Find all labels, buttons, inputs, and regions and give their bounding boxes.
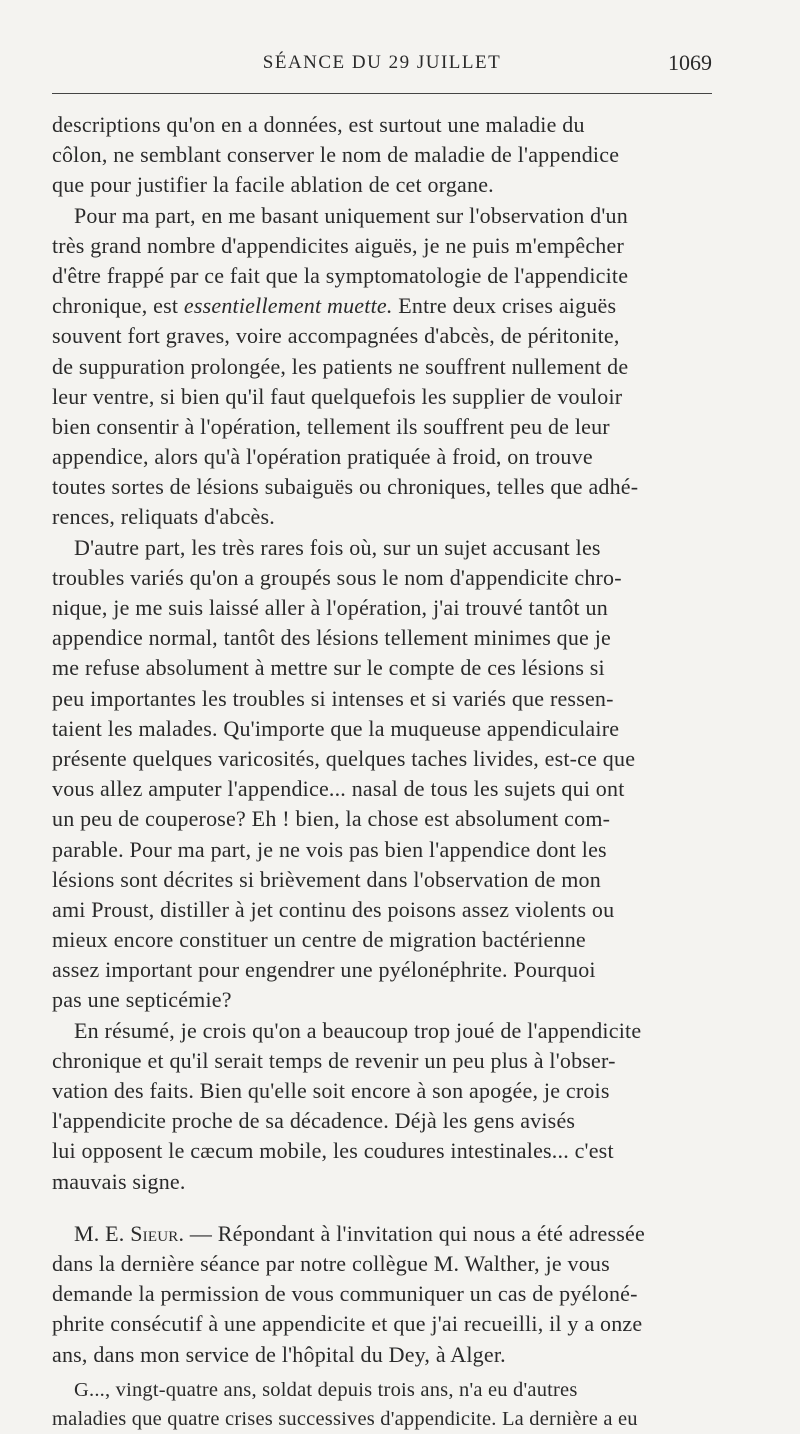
text-line: assez important pour engendrer une pyélonéphrite. Pourquoi — [52, 957, 596, 983]
text-line — [52, 291, 712, 321]
text-line: que pour justifier la facile ablation de cet organe. — [52, 172, 494, 198]
text-line: taient les malades. Qu'importe que la muqueuse appendiculaire — [52, 715, 620, 741]
text-fragment: . — Répondant à l'invitation qui nous a été adressée — [178, 1220, 645, 1246]
text-fragment: chronique, est — [52, 293, 184, 319]
text-line: pas une septicémie? — [52, 987, 232, 1013]
text-line: appendice normal, tantôt des lésions tellement minimes que je — [52, 625, 611, 651]
text-line: appendice, alors qu'à l'opération pratiquée à froid, on trouve — [52, 444, 593, 470]
speaker-name: Sieur — [130, 1220, 179, 1246]
text-line: troubles variés qu'on a groupés sous le nom d'appendicite chro- — [52, 564, 622, 590]
text-line: toutes sortes de lésions subaiguës ou chroniques, telles que adhé- — [52, 474, 639, 500]
text-line: mieux encore constituer un centre de migration bactérienne — [52, 927, 586, 953]
text-line: Pour ma part, en me basant uniquement sur l'observation d'un — [74, 202, 628, 228]
text-line: ami Proust, distiller à jet continu des poisons assez violents ou — [52, 896, 615, 922]
text-line: lésions sont décrites si brièvement dans l'observation de mon — [52, 866, 601, 892]
paragraph-2 — [52, 201, 712, 533]
text-line: un peu de couperose? Eh ! bien, la chose est absolument com- — [52, 806, 611, 832]
speaker-prefix: M. E. — [74, 1220, 131, 1246]
text-line: rences, reliquats d'abcès. — [52, 504, 275, 530]
text-line: ans, dans mon service de l'hôpital du Dey, à Alger. — [52, 1341, 506, 1367]
text-line: peu importantes les troubles si intenses et si variés que ressen- — [52, 685, 614, 711]
page-number: 1069 — [668, 50, 712, 75]
paragraph-5 — [52, 1219, 712, 1370]
text-line: maladies que quatre crises successives d'appendicite. La dernière a eu — [52, 1407, 638, 1430]
paragraph-3 — [52, 533, 712, 1016]
text-line: D'autre part, les très rares fois où, sur un sujet accusant les — [74, 534, 601, 560]
text-line: souvent fort graves, voire accompagnées d'abcès, de péritonite, — [52, 323, 620, 349]
text-line: lui opposent le cæcum mobile, les coudures intestinales... c'est — [52, 1138, 614, 1164]
header-rule — [52, 93, 712, 94]
body-text — [52, 110, 712, 1434]
text-line: me refuse absolument à mettre sur le compte de ces lésions si — [52, 655, 605, 681]
section-gap — [52, 1197, 712, 1219]
text-line: leur ventre, si bien qu'il faut quelquefois les supplier de vouloir — [52, 383, 623, 409]
text-fragment: Entre deux crises aiguës — [392, 293, 617, 319]
page-header — [52, 48, 712, 88]
text-line: l'appendicite proche de sa décadence. Déjà les gens avisés — [52, 1108, 576, 1134]
text-line — [52, 1219, 712, 1249]
text-line: descriptions qu'on en a données, est surtout une maladie du — [52, 112, 585, 137]
text-line: mauvais signe. — [52, 1168, 186, 1194]
text-line: vous allez amputer l'appendice... nasal de tous les sujets qui ont — [52, 776, 625, 802]
text-line: demande la permission de vous communiquer un cas de pyéloné- — [52, 1281, 638, 1307]
running-title: SÉANCE DU 29 JUILLET — [262, 52, 502, 73]
text-line: parable. Pour ma part, je ne vois pas bien l'appendice dont les — [52, 836, 607, 862]
text-line: G..., vingt-quatre ans, soldat depuis trois ans, n'a eu d'autres — [74, 1378, 578, 1401]
text-line: côlon, ne semblant conserver le nom de maladie de l'appendice — [52, 142, 620, 168]
text-line: dans la dernière séance par notre collègue M. Walther, je vous — [52, 1250, 610, 1276]
text-line: d'être frappé par ce fait que la symptomatologie de l'appendicite — [52, 262, 629, 288]
text-line: nique, je me suis laissé aller à l'opération, j'ai trouvé tantôt un — [52, 595, 608, 620]
text-line: vation des faits. Bien qu'elle soit encore à son apogée, je crois — [52, 1078, 610, 1103]
text-line: phrite consécutif à une appendicite et que j'ai recueilli, il y a onze — [52, 1311, 643, 1337]
paragraph-6 — [52, 1376, 712, 1434]
paragraph-4 — [52, 1016, 712, 1197]
text-line: chronique et qu'il serait temps de revenir un peu plus à l'obser- — [52, 1047, 616, 1073]
text-line: de suppuration prolongée, les patients ne souffrent nullement de — [52, 353, 629, 379]
emphasis-text: essentiellement muette. — [183, 293, 393, 319]
text-line: En résumé, je crois qu'on a beaucoup trop joué de l'appendicite — [74, 1017, 642, 1043]
paragraph-1 — [52, 110, 712, 201]
text-line: bien consentir à l'opération, tellement ils souffrent peu de leur — [52, 413, 610, 439]
text-line: très grand nombre d'appendicites aiguës, je ne puis m'empêcher — [52, 232, 624, 258]
text-line: présente quelques varicosités, quelques taches livides, est-ce que — [52, 745, 636, 771]
